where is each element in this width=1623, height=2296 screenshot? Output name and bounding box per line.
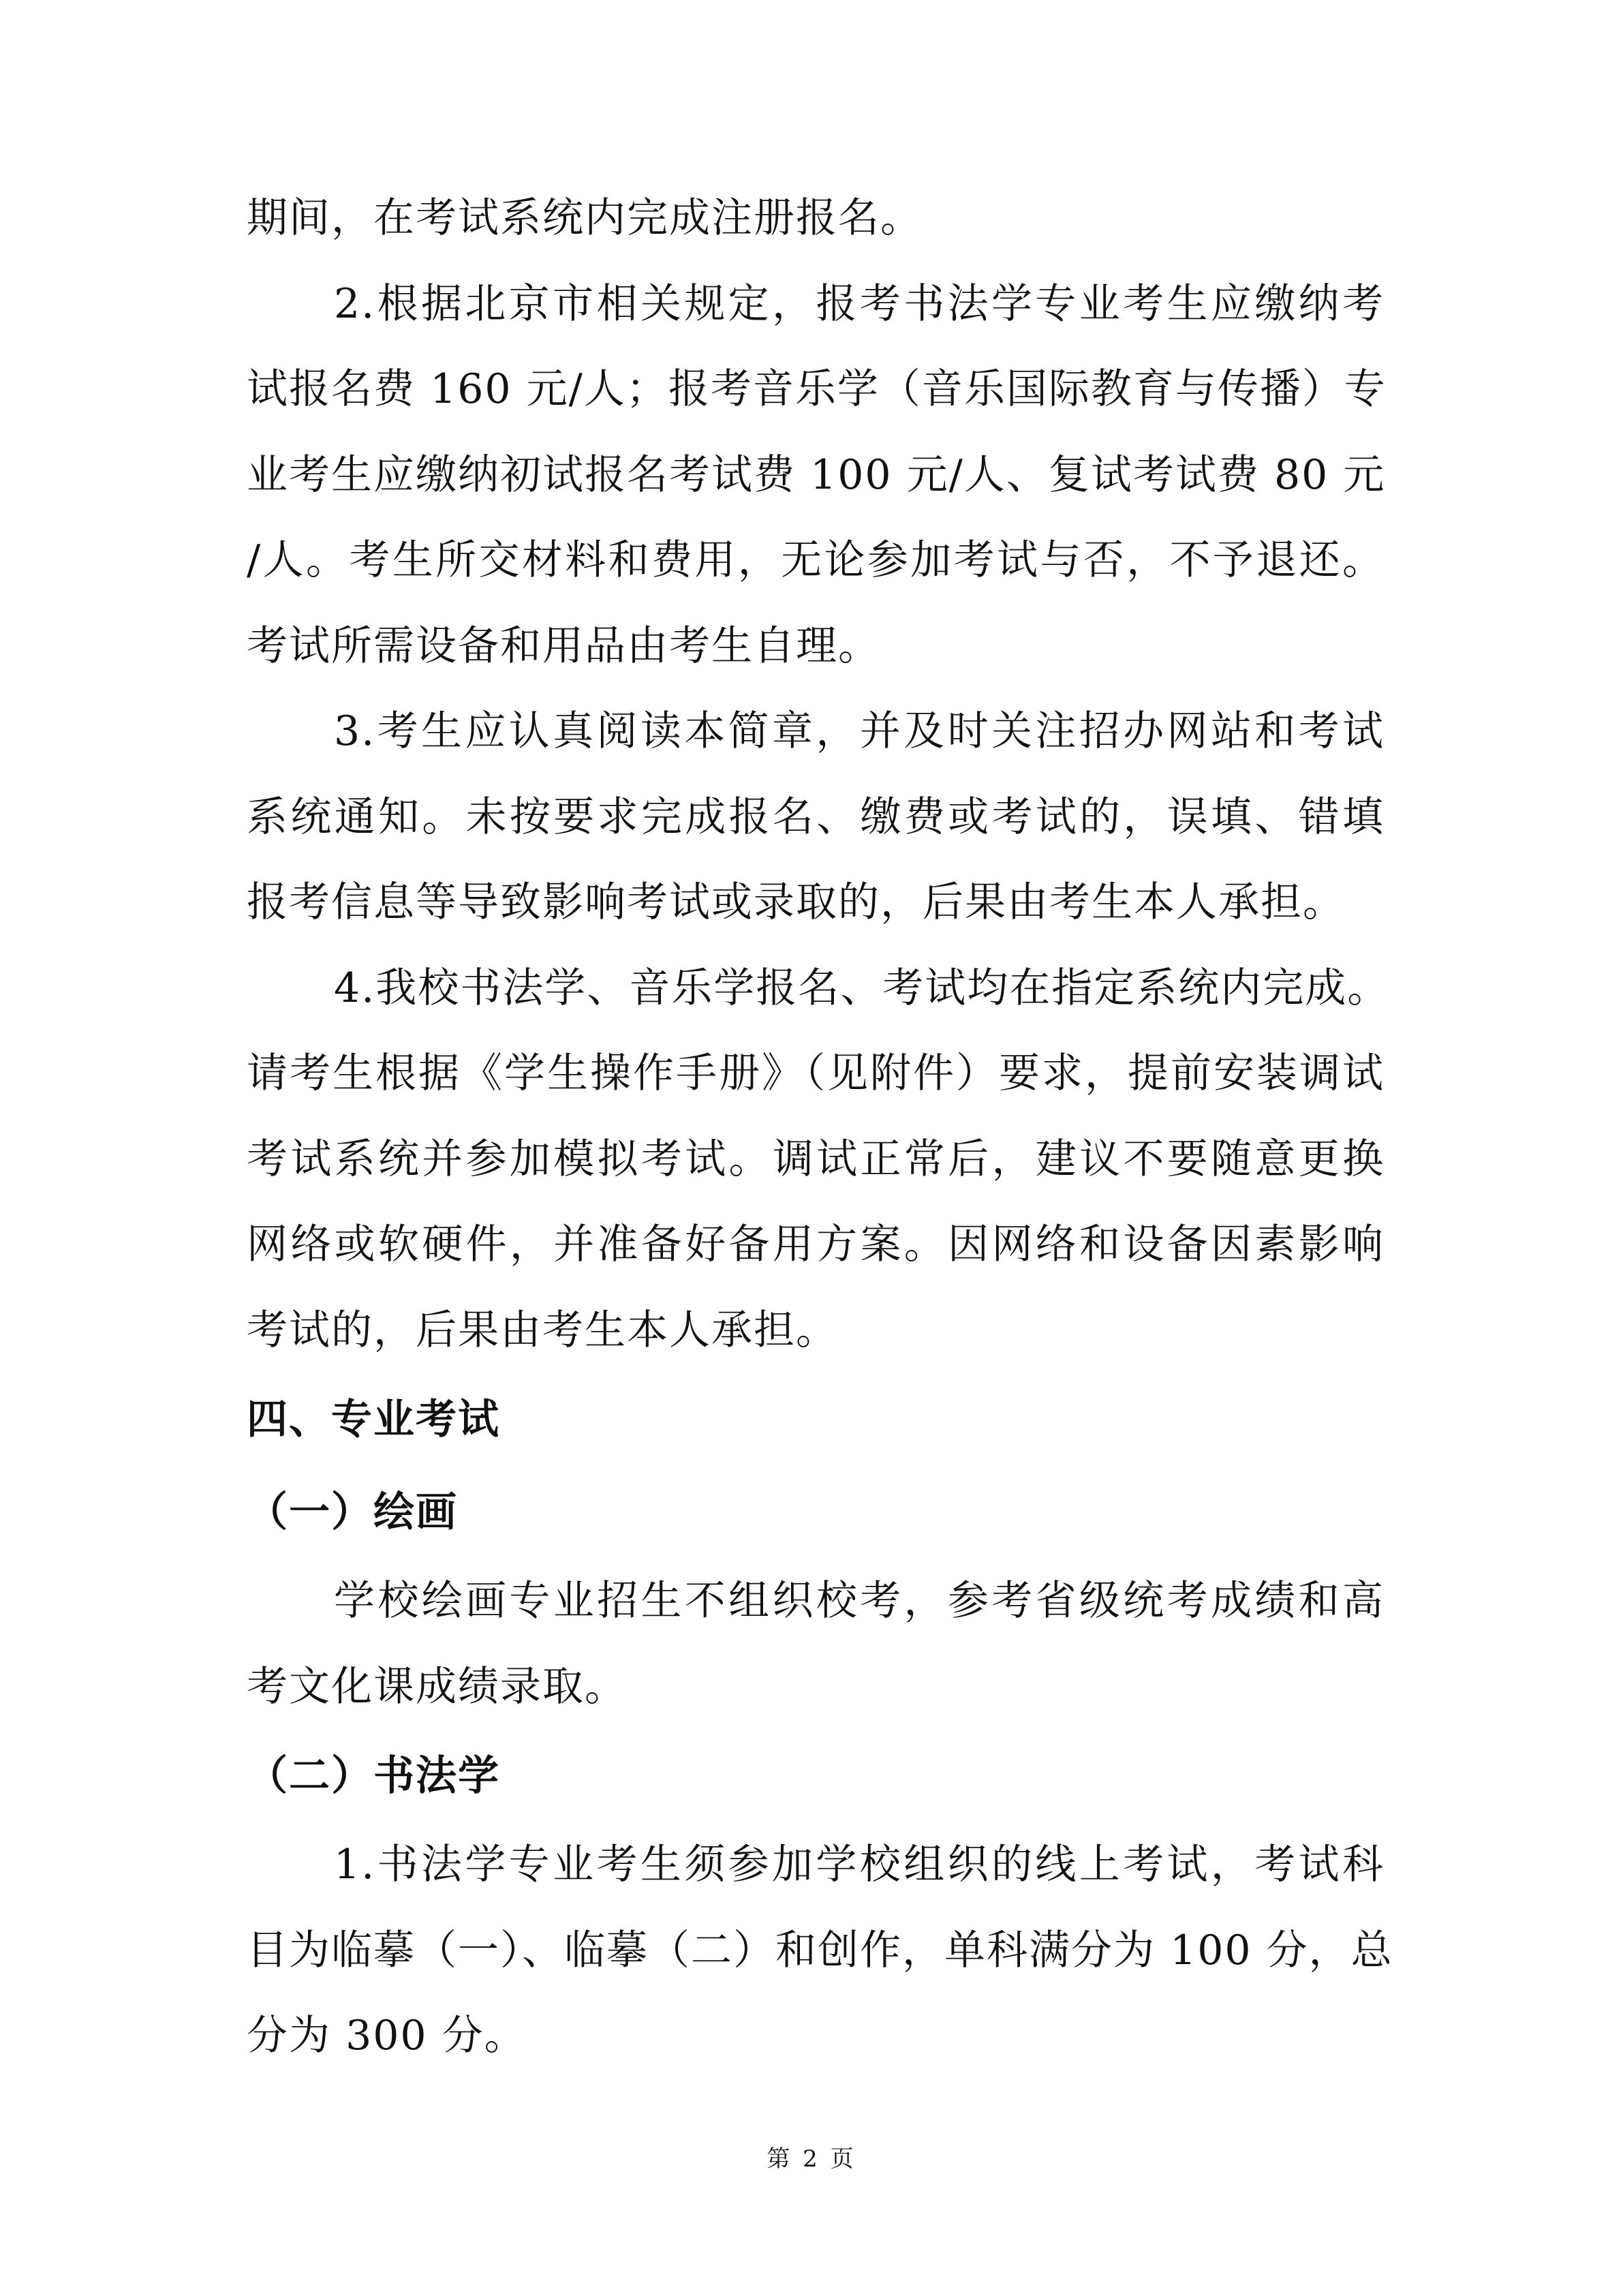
document-body xyxy=(247,176,1393,2079)
text-line: 学校绘画专业招生不组织校考，参考省级统考成绩和高 xyxy=(334,1577,1385,1625)
paragraph-fees xyxy=(247,262,1385,690)
text-line: 考试所需设备和用品由考生自理。 xyxy=(247,622,880,670)
paragraph-painting xyxy=(247,1559,1385,1730)
text-line: 考试系统并参加模拟考试。调试正常后，建议不要随意更换 xyxy=(247,1135,1385,1183)
text-line: 报考信息等导致影响考试或录取的，后果由考生本人承担。 xyxy=(247,878,1345,926)
text-line: /人。考生所交材料和费用，无论参加考试与否，不予退还。 xyxy=(247,536,1385,584)
text-line: 4.我校书法学、音乐学报名、考试均在指定系统内完成。 xyxy=(334,964,1390,1012)
paragraph-read-notice xyxy=(247,689,1385,946)
text-line: 3.考生应认真阅读本简章，并及时关注招办网站和考试 xyxy=(334,707,1385,755)
paragraph-calligraphy-exam xyxy=(247,1822,1393,2079)
text-line: 业考生应缴纳初试报名考试费 100 元/人、复试考试费 80 元 xyxy=(247,450,1386,499)
page-number: 第 2 页 xyxy=(767,2145,856,2173)
section-heading-professional-exam: 四、专业考试 xyxy=(247,1396,500,1443)
text-line: 考试的，后果由考生本人承担。 xyxy=(247,1306,838,1354)
paragraph-exam-system xyxy=(247,946,1390,1374)
text-line: 1.书法学专业考生须参加学校组织的线上考试，考试科 xyxy=(334,1841,1385,1888)
text-line: 网络或软硬件，并准备好备用方案。因网络和设备因素影响 xyxy=(247,1221,1385,1268)
text-line: 请考生根据《学生操作手册》（见附件）要求，提前安装调试 xyxy=(247,1050,1385,1097)
text-line: 2.根据北京市相关规定，报考书法学专业考生应缴纳考 xyxy=(334,279,1385,328)
paragraph-registration-end xyxy=(247,176,1385,262)
text-line: 试报名费 160 元/人；报考音乐学（音乐国际教育与传播）专 xyxy=(247,365,1387,413)
subsection-heading-painting: （一）绘画 xyxy=(247,1488,458,1536)
text-line: 系统通知。未按要求完成报名、缴费或考试的，误填、错填 xyxy=(247,793,1385,841)
subsection-heading-calligraphy: （二）书法学 xyxy=(247,1752,500,1800)
text-line: 期间，在考试系统内完成注册报名。 xyxy=(247,194,923,242)
text-line: 考文化课成绩录取。 xyxy=(247,1662,627,1711)
text-line: 分为 300 分。 xyxy=(247,2012,527,2060)
text-line: 目为临摹（一）、临摹（二）和创作，单科满分为 100 分，总 xyxy=(247,1926,1393,1974)
